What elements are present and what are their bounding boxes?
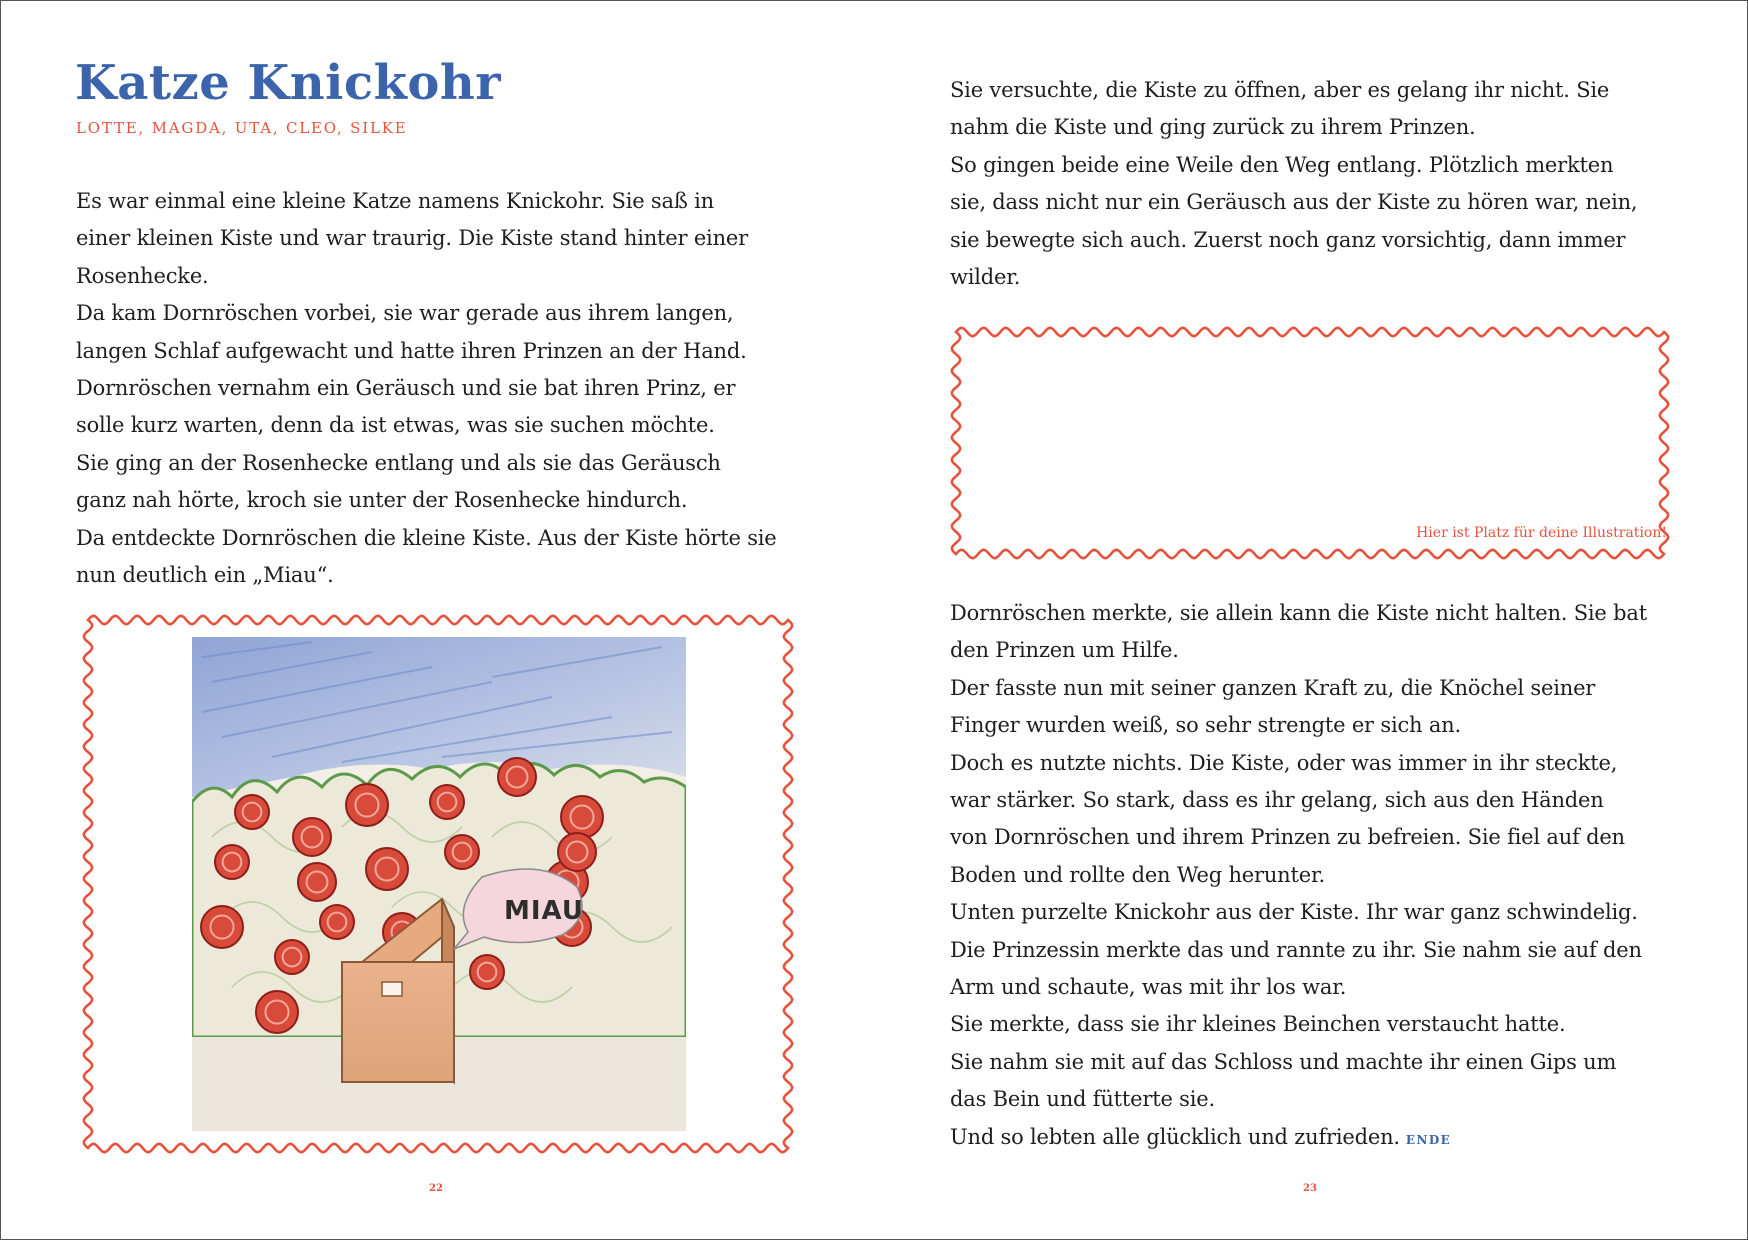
story-line: war stärker. So stark, dass es ihr gelang, sich aus den Händen (950, 788, 1604, 813)
rose (430, 785, 464, 819)
story-line: Dornröschen vernahm ein Geräusch und sie bat ihren Prinz, er (76, 376, 736, 401)
story-line: einer kleinen Kiste und war traurig. Die Kiste stand hinter einer (76, 226, 748, 251)
story-line: Rosenhecke. (76, 263, 209, 288)
story-line: den Prinzen um Hilfe. (950, 638, 1179, 663)
rose (293, 818, 331, 856)
rose (298, 863, 336, 901)
rose (470, 955, 504, 989)
story-line: Dornröschen merkte, sie allein kann die Kiste nicht halten. Sie bat (950, 601, 1647, 625)
rose (235, 795, 269, 829)
story-line: sie bewegte sich auch. Zuerst noch ganz vorsichtig, dann immer (950, 227, 1626, 252)
rose (201, 906, 243, 948)
right-story-text-top (950, 72, 1637, 296)
rose (320, 905, 354, 939)
story-line: Sie merkte, dass sie ihr kleines Beinchen verstaucht hatte. (950, 1012, 1566, 1037)
rose (498, 758, 536, 796)
rose (558, 833, 596, 871)
story-line: Boden und rollte den Weg herunter. (950, 862, 1325, 887)
wavy-border (952, 328, 1668, 558)
story-title: Katze Knickohr (75, 55, 502, 111)
page-number-left: 22 (429, 1183, 443, 1194)
story-line: sie, dass nicht nur ein Geräusch aus der Kiste zu hören war, nein, (950, 190, 1638, 215)
placeholder-caption: Hier ist Platz für deine Illustration! (1416, 525, 1667, 541)
story-line: nahm die Kiste und ging zurück zu ihrem Prinzen. (950, 115, 1476, 140)
rose (215, 845, 249, 879)
story-line: Die Prinzessin merkte das und rannte zu ihr. Sie nahm sie auf den (950, 937, 1642, 962)
story-line: Sie versuchte, die Kiste zu öffnen, aber es gelang ihr nicht. Sie (950, 78, 1610, 102)
story-line: Sie nahm sie mit auf das Schloss und machte ihr einen Gips um (950, 1049, 1617, 1074)
end-marker: ENDE (1405, 1132, 1452, 1147)
rose (366, 848, 408, 890)
story-line: Finger wurden weiß, so sehr strengte er sich an. (950, 713, 1461, 738)
story-line: nun deutlich ein „Miau“. (76, 563, 334, 588)
story-line: So gingen beide eine Weile den Weg entlang. Plötzlich merkten (950, 152, 1614, 177)
story-line: Es war einmal eine kleine Katze namens Knickohr. Sie saß in (76, 189, 714, 213)
story-line: Da kam Dornröschen vorbei, sie war gerade aus ihrem langen, (76, 301, 734, 326)
story-line: von Dornröschen und ihrem Prinzen zu befreien. Sie fiel auf den (950, 825, 1625, 850)
story-line: Da entdeckte Dornröschen die kleine Kiste. Aus der Kiste hörte sie (76, 525, 777, 550)
story-authors: LOTTE, MAGDA, UTA, CLEO, SILKE (76, 119, 408, 137)
story-last-line (950, 1119, 1647, 1159)
story-line: solle kurz warten, denn da ist etwas, was sie suchen möchte. (76, 413, 715, 438)
story-line: Sie ging an der Rosenhecke entlang und als sie das Geräusch (76, 450, 721, 475)
story-line: Doch es nutzte nichts. Die Kiste, oder was immer in ihr steckte, (950, 750, 1618, 775)
story-line: Unten purzelte Knickohr aus der Kiste. Ihr war ganz schwindelig. (950, 900, 1638, 925)
story-line: das Bein und fütterte sie. (950, 1087, 1215, 1112)
page-number-right: 23 (1303, 1183, 1317, 1194)
miau-label: MIAU (504, 896, 584, 926)
story-line: ganz nah hörte, kroch sie unter der Rosenhecke hindurch. (76, 488, 688, 513)
rose (275, 940, 309, 974)
story-line: Der fasste nun mit seiner ganzen Kraft zu, die Knöchel seiner (950, 675, 1596, 700)
left-page (1, 1, 875, 1241)
right-page (875, 1, 1748, 1241)
story-line: wilder. (950, 265, 1021, 290)
rose (445, 835, 479, 869)
story-line-text: Und so lebten alle glücklich und zufrieden. (950, 1124, 1400, 1149)
story-line: Arm und schaute, was mit ihr los war. (950, 975, 1347, 1000)
children-drawing (192, 637, 686, 1131)
story-line: langen Schlaf aufgewacht und hatte ihren Prinzen an der Hand. (76, 338, 747, 363)
rose (256, 991, 298, 1033)
right-story-text-bottom (950, 595, 1647, 1159)
left-story-text (76, 183, 777, 594)
rose (561, 796, 603, 838)
rose (346, 784, 388, 826)
